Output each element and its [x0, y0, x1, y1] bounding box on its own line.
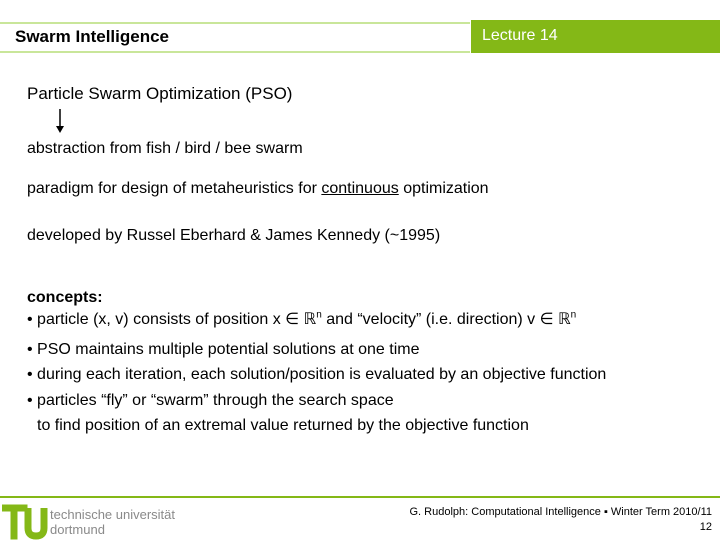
bullet-particles-fly: • particles “fly” or “swarm” through the search space — [27, 392, 394, 409]
bullet-pso-maintains: • PSO maintains multiple potential solutions at one time — [27, 341, 420, 358]
bullet-each-iteration: • during each iteration, each solution/position is evaluated by an objective function — [27, 366, 607, 383]
bullet-particle-part2: and “velocity” (i.e. direction) v ∈ ℝ — [321, 311, 571, 328]
superscript-n: n — [316, 309, 322, 321]
bullet-particle-part1: • particle (x, v) consists of position x ∈ ℝ — [27, 311, 317, 328]
concepts-label: concepts: — [27, 289, 103, 306]
footer-divider — [0, 496, 720, 498]
bullet-continuation: to find position of an extremal value returned by the objective function — [37, 417, 529, 434]
university-name — [50, 507, 175, 537]
lecture-label: Lecture 14 — [482, 27, 558, 44]
continuous-underlined: continuous — [321, 180, 399, 197]
paradigm-prefix: paradigm for design of metaheuristics for — [27, 180, 322, 197]
slide-heading: Particle Swarm Optimization (PSO) — [27, 84, 293, 103]
bullet-particle — [27, 310, 576, 330]
developed-by-line: developed by Russel Eberhard & James Kennedy (~1995) — [27, 227, 441, 244]
paradigm-line — [27, 179, 489, 199]
footer-credit: G. Rudolph: Computational Intelligence ▪ Winter Term 2010/11 — [409, 506, 712, 518]
slide-section-title: Swarm Intelligence — [15, 27, 169, 46]
university-line1: technische universität — [50, 507, 176, 522]
university-line2: dortmund — [50, 522, 105, 537]
page-number: 12 — [699, 521, 712, 533]
superscript-n: n — [570, 309, 577, 321]
down-arrow-icon — [50, 107, 70, 135]
paradigm-suffix: optimization — [398, 180, 489, 197]
abstraction-line: abstraction from fish / bird / bee swarm — [27, 140, 303, 157]
